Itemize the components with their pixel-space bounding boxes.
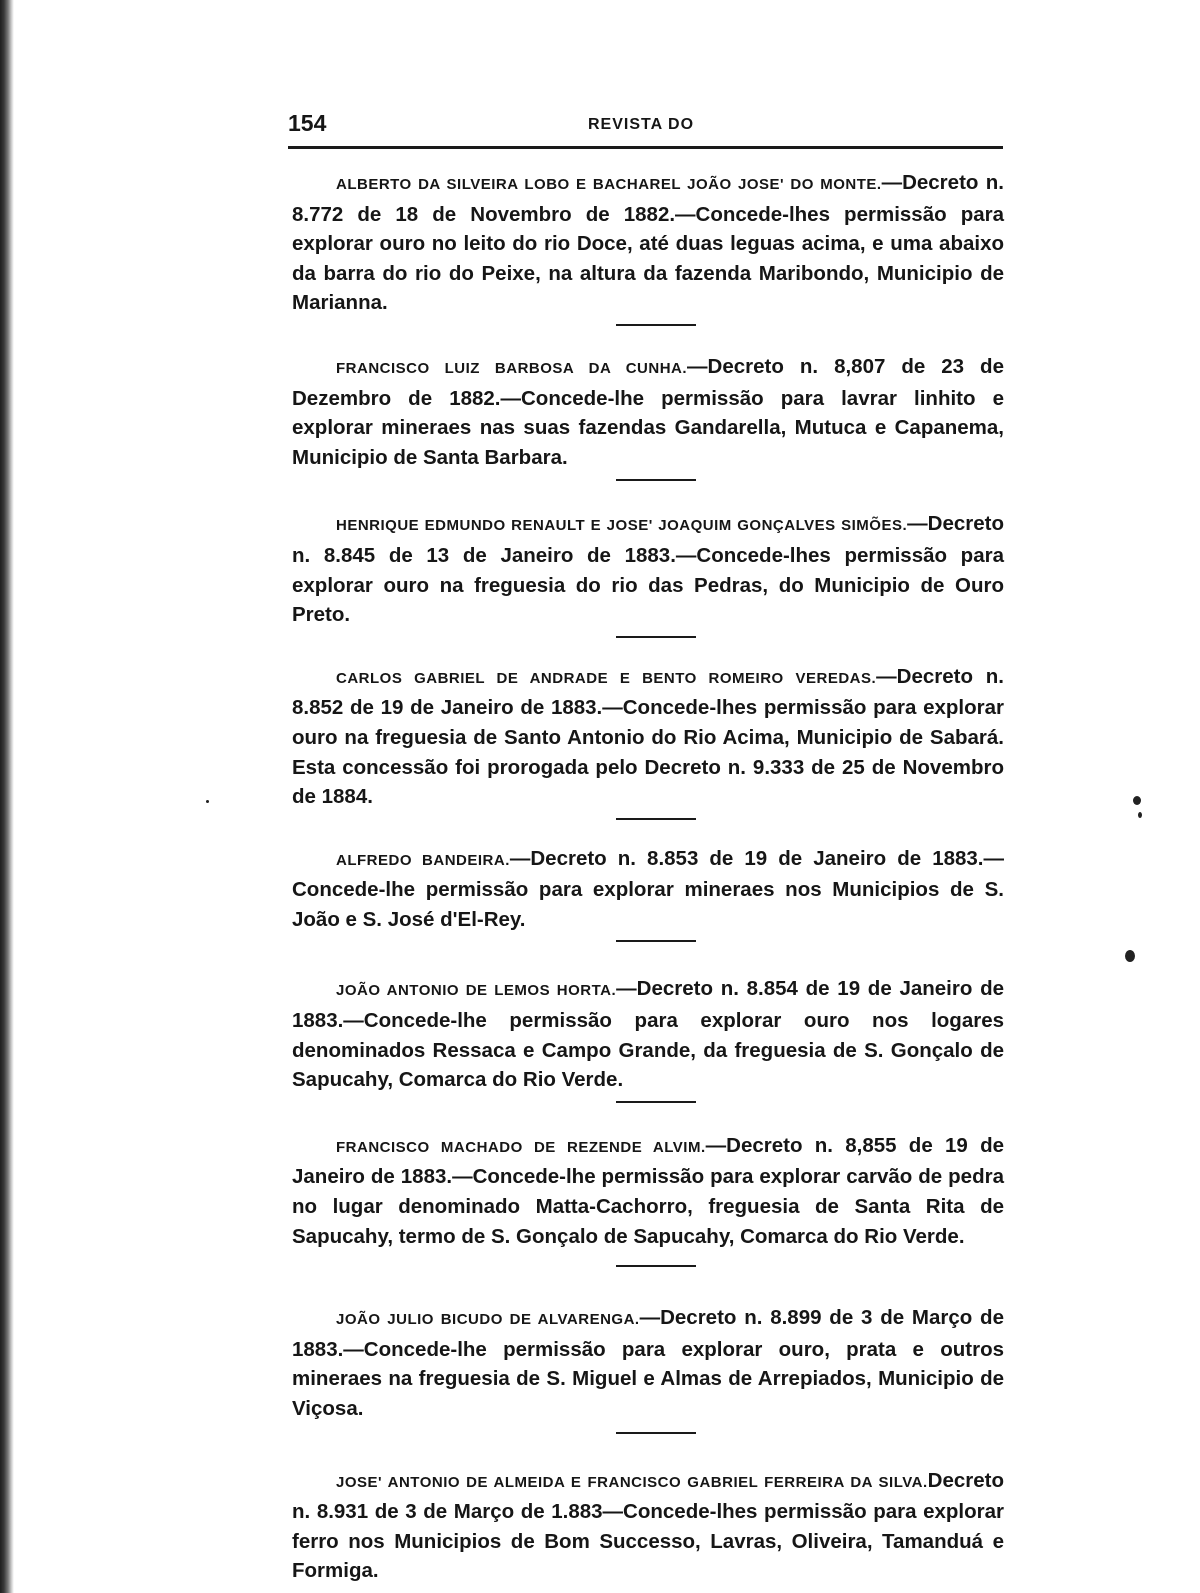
- entry-name: JOÃO ANTONIO DE LEMOS HORTA.: [336, 982, 617, 1000]
- page-header: [288, 110, 1003, 140]
- entry-name: CARLOS GABRIEL DE ANDRADE E BENTO ROMEIRO VEREDAS.: [336, 669, 877, 687]
- entry: [292, 168, 1004, 318]
- entry: [292, 1466, 1004, 1586]
- section-separator: [616, 1101, 696, 1103]
- section-separator: [616, 636, 696, 638]
- entry-text: —Decreto n. 8,807 de 23 de Dezembro de 1882.—Concede-lhe permissão para lavrar linhito e explorar mineraes nas suas fazendas Gandarella, Mutuca e Capanema, Municipio de Santa Barbara.: [292, 354, 1004, 469]
- entry: [292, 974, 1004, 1094]
- entry-text: —Decreto n. 8.853 de 19 de Janeiro de 1883.—Concede-lhe permissão para explorar mineraes nos Municipios de S. João e S. José d'El-Rey.: [292, 846, 1005, 931]
- entry: [292, 352, 1004, 472]
- page-binding-edge: [0, 0, 14, 1593]
- entry-text: —Decreto n. 8.772 de 18 de Novembro de 1882.—Concede-lhes permissão para explorar ouro no leito do rio Doce, até duas leguas acima, e uma abaixo da barra do rio do Peixe, na altura da fazenda Maribondo, Municipio de Marianna.: [292, 171, 1005, 315]
- entry-name: JOÃO JULIO BICUDO DE ALVARENGA.: [336, 1311, 640, 1329]
- ink-speck: [1125, 950, 1135, 962]
- entry-name: FRANCISCO MACHADO DE REZENDE ALVIM.: [336, 1138, 706, 1156]
- header-rule: [288, 146, 1003, 149]
- section-separator: [616, 324, 696, 326]
- section-separator: [616, 1432, 696, 1434]
- entry-name: ALBERTO DA SILVEIRA LOBO E BACHAREL JOÃO JOSE' DO MONTE.: [336, 176, 882, 193]
- entry-name: HENRIQUE EDMUNDO RENAULT E JOSE' JOAQUIM GONÇALVES SIMÕES.: [336, 517, 908, 535]
- page-number: 154: [288, 110, 327, 136]
- entry: [292, 1303, 1004, 1423]
- entry-text: —Decreto n. 8.852 de 19 de Janeiro de 1883.—Concede-lhes permissão para explorar ouro na freguesia de Santo Antonio do Rio Acima, Municipio de Sabará. Esta concessão foi prorogada pelo Decreto n. 9.333 de 25 de Novembro de 1884.: [292, 664, 1004, 809]
- section-separator: [616, 940, 696, 942]
- entry-text: —Decreto n. 8,855 de 19 de Janeiro de 1883.—Concede-lhe permissão para explorar carvão de pedra no lugar denominado Matta-Cachorro, freguesia de Santa Rita de Sapucahy, termo de S. Gonçalo de Sapucahy, Comarca do Rio Verde.: [292, 1133, 1004, 1248]
- running-title: REVISTA DO: [588, 116, 695, 133]
- entry-text: —Decreto n. 8.899 de 3 de Março de 1883.—Concede-lhe permissão para explorar ouro, prata e outros mineraes na freguesia de S. Miguel e Almas de Arrepiados, Municipio de Viçosa.: [292, 1306, 1004, 1420]
- entry-name: JOSE' ANTONIO DE ALMEIDA E FRANCISCO GABRIEL FERREIRA DA SILVA.: [336, 1473, 928, 1491]
- ink-speck: [206, 800, 209, 803]
- entry-name: FRANCISCO LUIZ BARBOSA DA CUNHA.: [336, 359, 688, 377]
- entry: [292, 1131, 1004, 1251]
- ink-speck: [1138, 812, 1142, 818]
- entry: [292, 844, 1004, 935]
- entry-text: —Decreto n. 8.854 de 19 de Janeiro de 1883.—Concede-lhe permissão para explorar ouro nos logares denominados Ressaca e Campo Grande, da freguesia de S. Gonçalo de Sapucahy, Comarca do Rio Verde.: [292, 977, 1005, 1092]
- entry-text: Decreto n. 8.931 de 3 de Março de 1.883—Concede-lhes permissão para explorar ferro nos Municipios de Bom Successo, Lavras, Oliveira, Tamanduá e Formiga.: [292, 1468, 1004, 1583]
- entry-name: ALFREDO BANDEIRA.: [336, 851, 510, 869]
- ink-speck: [1133, 796, 1141, 805]
- section-separator: [616, 479, 696, 481]
- entry: [292, 509, 1004, 629]
- page-body: [292, 168, 1004, 1586]
- entry-text: —Decreto n. 8.845 de 13 de Janeiro de 1883.—Concede-lhes permissão para explorar ouro na freguesia do rio das Pedras, do Municipio de Ouro Preto.: [292, 512, 1004, 627]
- section-separator: [616, 818, 696, 820]
- section-separator: [616, 1265, 696, 1267]
- entry: [292, 662, 1004, 812]
